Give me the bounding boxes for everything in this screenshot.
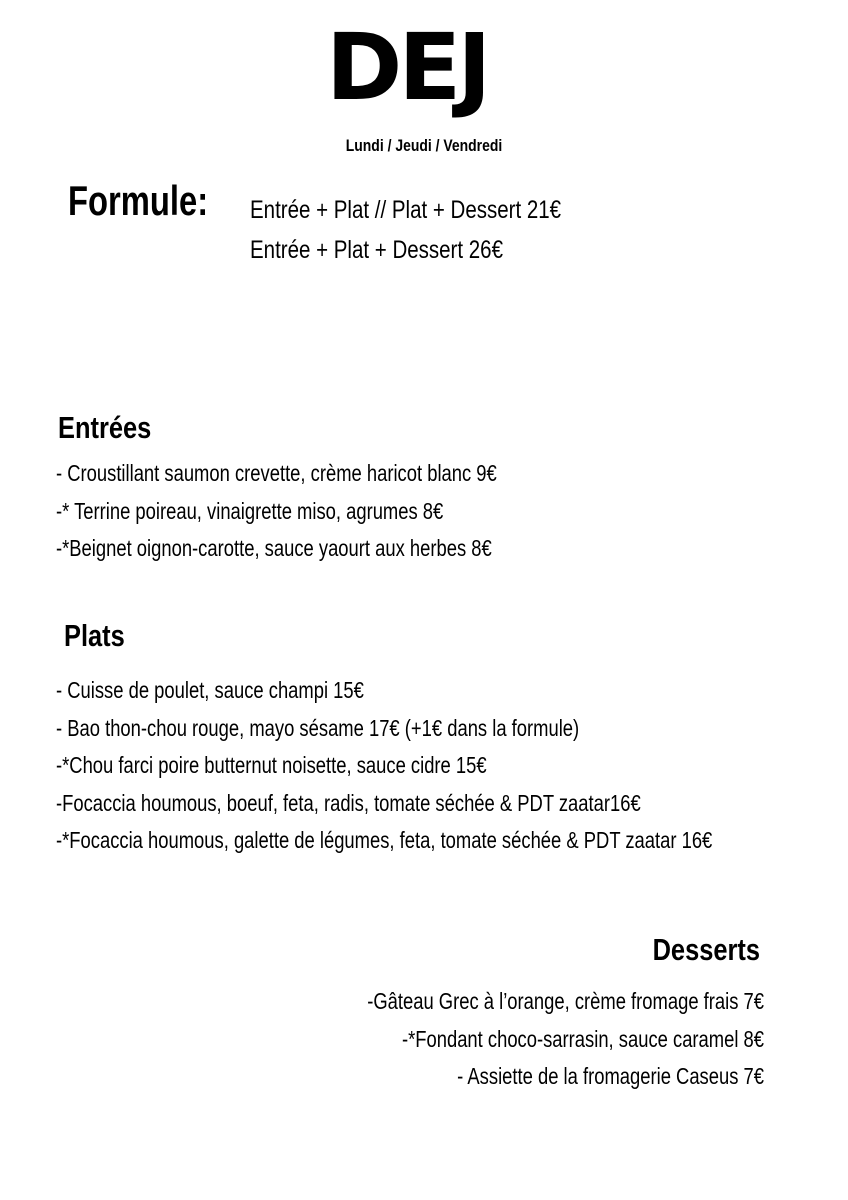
menu-item: -*Focaccia houmous, galette de légumes, feta, tomate séchée & PDT zaatar 16€ xyxy=(56,827,713,853)
formule-prices xyxy=(250,190,629,270)
formule-line: Entrée + Plat + Dessert 26€ xyxy=(250,236,503,264)
desserts-list xyxy=(268,983,764,1096)
menu-item: -* Terrine poireau, vinaigrette miso, agrumes 8€ xyxy=(56,497,444,524)
menu-item: -Focaccia houmous, boeuf, feta, radis, tomate séchée & PDT zaatar16€ xyxy=(56,789,641,816)
menu-item: - Croustillant saumon crevette, crème haricot blanc 9€ xyxy=(56,460,497,486)
opening-days: Lundi / Jeudi / Vendredi xyxy=(345,136,503,155)
menu-item: - Assiette de la fromagerie Caseus 7€ xyxy=(457,1063,764,1089)
restaurant-logo: DEJ xyxy=(326,14,488,121)
desserts-heading: Desserts xyxy=(652,932,760,967)
formule-label: Formule: xyxy=(68,177,209,224)
menu-item: -*Fondant choco-sarrasin, sauce caramel 8€ xyxy=(401,1025,764,1052)
plats-heading: Plats xyxy=(64,618,125,653)
formule-line: Entrée + Plat // Plat + Dessert 21€ xyxy=(250,196,562,224)
entrees-list xyxy=(56,455,607,568)
menu-item: - Cuisse de poulet, sauce champi 15€ xyxy=(56,677,364,703)
menu-item: -*Chou farci poire butternut noisette, sauce cidre 15€ xyxy=(56,752,487,778)
entrees-heading: Entrées xyxy=(58,410,152,445)
plats-list xyxy=(56,672,848,860)
menu-item: -Gâteau Grec à l’orange, crème fromage frais 7€ xyxy=(367,988,764,1014)
menu-item: - Bao thon-chou rouge, mayo sésame 17€ (+1€ dans la formule) xyxy=(56,714,580,741)
menu-item: -*Beignet oignon-carotte, sauce yaourt aux herbes 8€ xyxy=(56,535,492,561)
